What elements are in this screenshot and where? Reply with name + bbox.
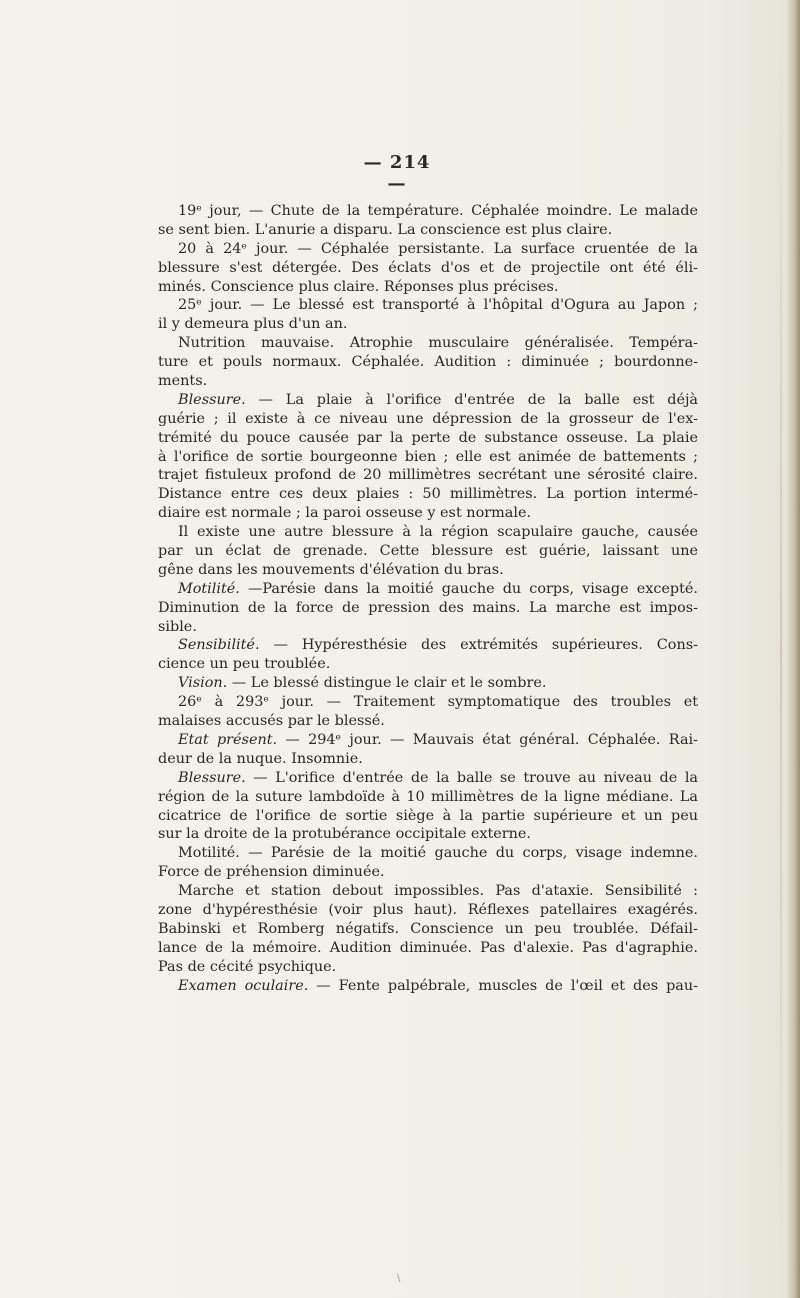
text-run: Babinski et Romberg négatifs. Conscience un peu troublée. Défail- xyxy=(158,920,698,937)
text-line xyxy=(158,372,698,391)
text-run: se sent bien. L'anurie a disparu. La conscience est plus claire. xyxy=(158,221,613,238)
text-run: sur la droite de la protubérance occipitale externe. xyxy=(158,826,531,843)
text-run: 26ᵉ à 293ᵉ jour. — Traitement symptomatique des troubles et xyxy=(178,694,698,711)
text-run: 19ᵉ jour, — Chute de la température. Céphalée moindre. Le malade xyxy=(178,203,698,219)
text-line xyxy=(158,429,698,448)
text-line xyxy=(158,466,698,485)
text-line xyxy=(158,542,698,561)
text-run: trémité du pouce causée par la perte de substance osseuse. La plaie xyxy=(158,429,698,446)
text-run: sible. xyxy=(158,618,197,635)
italic-heading: Blessure. xyxy=(178,769,246,786)
text-run: blessure s'est détergée. Des éclats d'os et de projectile ont été éli- xyxy=(158,259,698,276)
text-line xyxy=(158,448,698,467)
text-run: — Le blessé distingue le clair et le sombre. xyxy=(227,675,547,692)
italic-heading: Etat présent. xyxy=(178,731,278,748)
page-edge-stain xyxy=(780,30,782,1270)
text-run: Diminution de la force de pression des mains. La marche est impos- xyxy=(158,599,698,616)
text-line xyxy=(158,674,698,693)
text-line xyxy=(158,221,698,240)
text-line xyxy=(158,278,698,297)
paragraph xyxy=(158,523,698,580)
paragraph xyxy=(158,882,698,976)
paragraph xyxy=(158,769,698,845)
paragraph xyxy=(158,674,698,693)
text-run: minés. Conscience plus claire. Réponses plus précises. xyxy=(158,278,559,295)
text-line xyxy=(158,391,698,410)
italic-heading: Sensibilité. xyxy=(178,637,260,654)
text-line xyxy=(158,561,698,580)
text-run: zone d'hypéresthésie (voir plus haut). Réflexes patellaires exagérés. xyxy=(158,901,698,918)
text-run: guérie ; il existe à ce niveau une dépression de la grosseur de l'ex- xyxy=(158,410,698,427)
italic-heading: Examen oculaire. xyxy=(178,977,309,994)
text-run: à l'orifice de sortie bourgeonne bien ; elle est animée de battements ; xyxy=(158,448,698,465)
text-line xyxy=(158,769,698,788)
text-run: Marche et station debout impossibles. Pas d'ataxie. Sensibilité : xyxy=(178,883,698,900)
text-line xyxy=(158,296,698,315)
text-line xyxy=(158,901,698,920)
text-run: cience un peu troublée. xyxy=(158,656,331,673)
text-run: région de la suture lambdoïde à 10 millimètres de la ligne médiane. La xyxy=(158,788,698,805)
text-line xyxy=(158,315,698,334)
italic-heading: Blessure. xyxy=(178,391,246,408)
text-line xyxy=(158,485,698,504)
text-run: Distance entre ces deux plaies : 50 millimètres. La portion intermé- xyxy=(158,486,698,503)
text-line xyxy=(158,334,698,353)
text-line xyxy=(158,807,698,826)
paragraph xyxy=(158,977,698,996)
paragraph xyxy=(158,240,698,297)
text-line xyxy=(158,750,698,769)
text-run: deur de la nuque. Insomnie. xyxy=(158,750,363,767)
text-line xyxy=(158,731,698,750)
text-run: ments. xyxy=(158,373,208,390)
text-line xyxy=(158,504,698,523)
text-line xyxy=(158,825,698,844)
paragraph xyxy=(158,580,698,637)
text-run: —Parésie dans la moitié gauche du corps, visage excepté. xyxy=(239,580,698,597)
text-run: gêne dans les mouvements d'élévation du bras. xyxy=(158,561,504,578)
text-line xyxy=(158,580,698,599)
paragraph xyxy=(158,731,698,769)
text-line xyxy=(158,977,698,996)
text-run: ture et pouls normaux. Céphalée. Audition : diminuée ; bourdonne- xyxy=(158,354,698,371)
text-line xyxy=(158,202,698,221)
body-text xyxy=(158,202,698,995)
text-line xyxy=(158,712,698,731)
paragraph xyxy=(158,296,698,334)
text-line xyxy=(158,693,698,712)
stray-mark: \ xyxy=(397,1273,401,1284)
text-run: — La plaie à l'orifice d'entrée de la balle est déjà xyxy=(245,391,698,408)
text-run: par un éclat de grenade. Cette blessure est guérie, laissant une xyxy=(158,543,698,560)
text-line xyxy=(158,353,698,372)
text-run: malaises accusés par le blessé. xyxy=(158,713,385,730)
text-run: — Hypéresthésie des extrémités supérieures. Cons- xyxy=(259,637,698,654)
text-run: trajet fistuleux profond de 20 millimètres secrétant une sérosité claire. xyxy=(158,467,698,484)
paragraph xyxy=(158,391,698,523)
text-run: 25ᵉ jour. — Le blessé est transporté à l'hôpital d'Ogura au Japon ; xyxy=(178,297,698,314)
text-run: Il existe une autre blessure à la région scapulaire gauche, causée xyxy=(178,524,698,541)
text-line xyxy=(158,655,698,674)
text-line xyxy=(158,636,698,655)
page-edge-shadow xyxy=(786,0,800,1298)
text-line xyxy=(158,240,698,259)
paragraph xyxy=(158,844,698,882)
text-run: Pas de cécité psychique. xyxy=(158,958,337,975)
text-line xyxy=(158,599,698,618)
text-run: — 294ᵉ jour. — Mauvais état général. Céphalée. Rai- xyxy=(277,731,698,748)
text-run: Force de préhension diminuée. xyxy=(158,864,385,881)
text-run: cicatrice de l'orifice de sortie siège à la partie supérieure et un peu xyxy=(158,807,698,824)
text-line xyxy=(158,939,698,958)
italic-heading: Vision. xyxy=(178,675,228,692)
text-line xyxy=(158,523,698,542)
text-run: — Fente palpébrale, muscles de l'œil et des pau- xyxy=(308,977,699,994)
text-line xyxy=(158,788,698,807)
italic-heading: Motilité. xyxy=(178,580,240,597)
page-number: — 214 — xyxy=(363,152,431,194)
text-run: il y demeura plus d'un an. xyxy=(158,316,348,333)
text-line xyxy=(158,882,698,901)
text-line xyxy=(158,410,698,429)
text-run: Motilité. — Parésie de la moitié gauche du corps, visage indemne. xyxy=(178,845,698,862)
paragraph xyxy=(158,202,698,240)
text-run: 20 à 24ᵉ jour. — Céphalée persistante. La surface cruentée de la xyxy=(178,240,698,257)
text-line xyxy=(158,863,698,882)
text-line xyxy=(158,920,698,939)
paragraph xyxy=(158,636,698,674)
text-run: lance de la mémoire. Audition diminuée. Pas d'alexie. Pas d'agraphie. xyxy=(158,939,698,956)
text-line xyxy=(158,259,698,278)
text-run: — L'orifice d'entrée de la balle se trouve au niveau de la xyxy=(245,769,698,786)
paragraph xyxy=(158,693,698,731)
paragraph xyxy=(158,334,698,391)
text-line xyxy=(158,958,698,977)
text-run: Nutrition mauvaise. Atrophie musculaire généralisée. Tempéra- xyxy=(178,335,698,352)
text-line xyxy=(158,618,698,637)
text-line xyxy=(158,844,698,863)
text-run: diaire est normale ; la paroi osseuse y est normale. xyxy=(158,505,532,522)
